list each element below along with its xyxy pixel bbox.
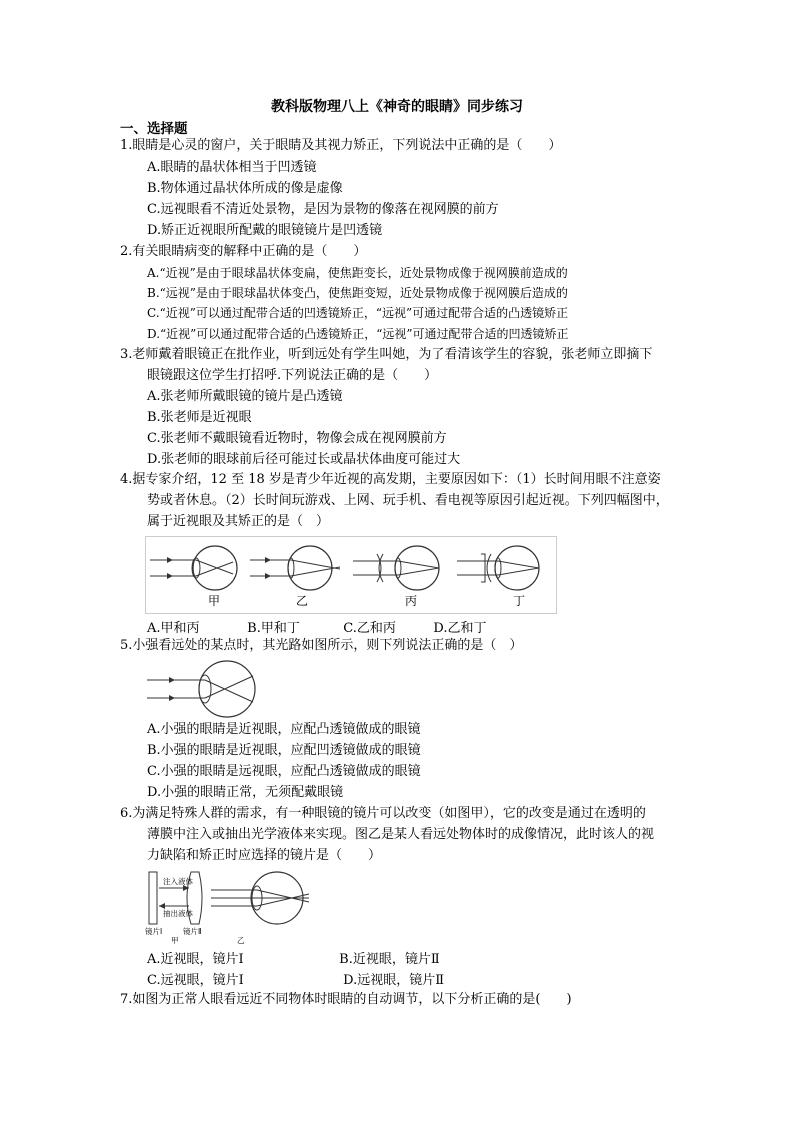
diagram-jia [150,546,237,608]
question-6-stem-line1: 6.为满足特殊人群的需求，有一种眼镜的镜片可以改变（如图甲），它的改变是通过在透明的 [120,806,646,821]
q5-option-a: A.小强的眼睛是近视眼，应配凸透镜做成的眼镜 [147,722,421,737]
q3-option-c: C.张老师不戴眼镜看近物时，物像会成在视网膜前方 [147,431,447,446]
question-1-stem: 1.眼睛是心灵的窗户，关于眼睛及其视力矫正，下列说法中正确的是（ ） [120,138,562,153]
page-title: 教科版物理八上《神奇的眼睛》同步练习 [271,99,523,115]
q3-option-d: D.张老师的眼球前后径可能过长或晶状体曲度可能过大 [147,452,461,467]
eye-figure-yi [211,872,309,944]
q6-options-row-1 [147,948,440,967]
q6-option-a: A.近视眼，镜片Ⅰ [147,952,244,967]
figure-label-yi: 乙 [296,594,309,608]
q1-option-b: B.物体通过晶状体所成的像是虚像 [147,181,343,196]
q4-option-d: D.乙和丁 [433,621,487,636]
figure-label-bing: 丙 [405,594,418,608]
q5-option-d: D.小强的眼睛正常，无须配戴眼镜 [147,785,344,800]
q1-option-c: C.远视眼看不清近处景物，是因为景物的像落在视网膜的前方 [147,202,499,217]
q4-option-c: C.乙和丙 [343,621,396,636]
label-inject: 注入液体 [163,877,193,886]
q6-option-b: B.近视眼，镜片Ⅱ [339,952,440,967]
question-4-stem-line1: 4.据专家介绍，12 至 18 岁是青少年近视的高发期，主要原因如下：（1）长时间用眼不注意姿 [120,472,661,487]
label-extract: 抽出液体 [163,909,193,918]
question-4-stem-line2: 势或者休息。（2）长时间玩游戏、上网、玩手机、看电视等原因引起近视。下列四幅图中， [147,493,669,508]
q1-option-a: A.眼睛的晶状体相当于凹透镜 [147,160,317,175]
question-3-stem-line2: 眼镜跟这位学生打招呼.下列说法正确的是（ ） [147,368,438,383]
q4-option-b: B.甲和丁 [247,621,300,636]
q6-option-d: D.远视眼，镜片Ⅱ [343,973,445,988]
diagram-bing [353,546,439,608]
q6-option-c: C.远视眼，镜片Ⅰ [147,973,244,988]
q6-lens-diagram [145,866,311,944]
question-4-stem-line3: 属于近视眼及其矫正的是（ ） [147,514,330,529]
q4-option-a: A.甲和丙 [147,621,200,636]
diagram-ding [457,546,539,608]
q2-option-b: B.“远视”是由于眼球晶状体变凸，使焦距变短，近处景物成像于视网膜后造成的 [147,286,568,300]
q5-option-b: B.小强的眼睛是近视眼，应配凹透镜做成的眼镜 [147,743,421,758]
question-6-stem-line3: 力缺陷和矫正时应选择的镜片是（ ） [147,848,382,863]
question-2-stem: 2.有关眼睛病变的解释中正确的是（ ） [120,244,367,259]
section-heading: 一、选择题 [120,121,188,137]
q4-options-row [147,617,487,636]
label-yi: 乙 [237,936,245,944]
q2-option-c: C.“近视”可以通过配带合适的凹透镜矫正，“远视”可通过配带合适的凸透镜矫正 [147,306,569,320]
figure-label-ding: 丁 [513,594,526,608]
label-jia: 甲 [171,936,179,944]
eye-diagrams-figure [145,536,557,614]
diagram-yi [250,546,340,608]
question-3-stem-line1: 3.老师戴着眼镜正在批作业，听到远处有学生叫她，为了看清该学生的容貌，张老师立即摘下 [120,347,653,362]
adjustable-lens-figure-jia [145,872,202,944]
q2-option-a: A.“近视”是由于眼球晶状体变扁，使焦距变长，近处景物成像于视网膜前造成的 [147,266,568,280]
q2-option-d: D.“近视”可以通过配带合适的凸透镜矫正，“远视”可通过配带合适的凹透镜矫正 [147,327,569,341]
q3-option-a: A.张老师所戴眼镜的镜片是凸透镜 [147,389,343,404]
q6-options-row-2 [147,969,444,988]
q5-option-c: C.小强的眼睛是远视眼，应配凸透镜做成的眼镜 [147,764,421,779]
q1-option-d: D.矫正近视眼所配戴的眼镜镜片是凹透镜 [147,223,383,238]
question-5-stem: 5.小强看远处的某点时，其光路如图所示，则下列说法正确的是（ ） [120,638,523,653]
label-lens-1: 镜片Ⅰ [145,927,163,936]
q5-eye-diagram [145,658,257,720]
q3-option-b: B.张老师是近视眼 [147,410,252,425]
figure-label-jia: 甲 [208,594,221,608]
question-7-stem: 7.如图为正常人眼看远近不同物体时眼睛的自动调节，以下分析正确的是( ) [120,992,572,1007]
question-6-stem-line2: 薄膜中注入或抽出光学液体来实现。图乙是某人看远处物体时的成像情况，此时该人的视 [147,827,655,842]
label-lens-2: 镜片Ⅱ [183,927,202,936]
